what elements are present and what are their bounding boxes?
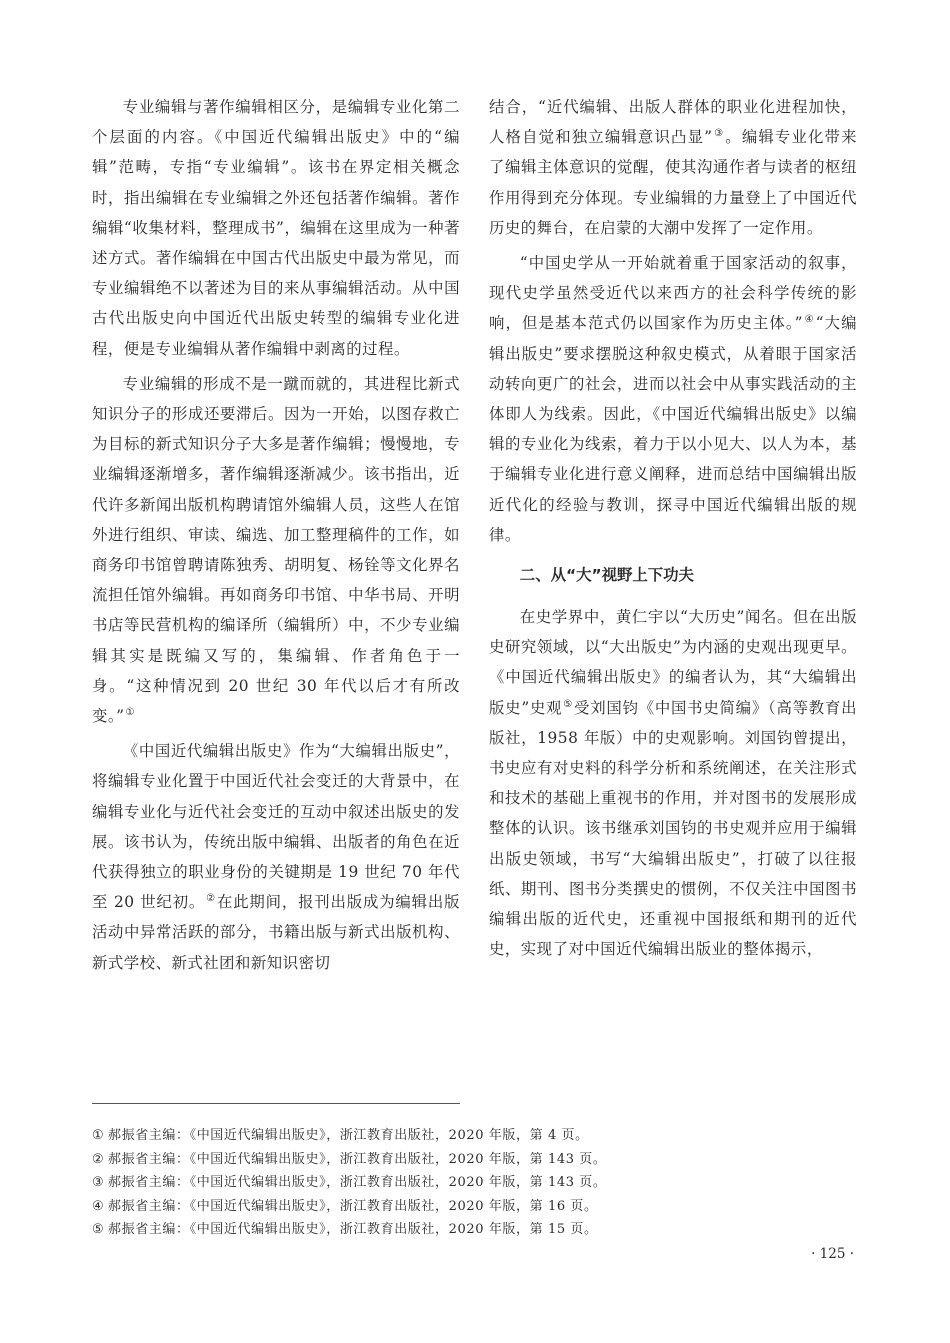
footnote-item xyxy=(92,1195,852,1219)
page-number: · 125 · xyxy=(811,1246,854,1262)
paragraph-text: 。编辑专业化带来了编辑主体意识的觉醒，使其沟通作者与读者的枢纽作用得到充分体现。专业编辑的力量登上了中国近代历史的舞台，在启蒙的大潮中发挥了一定作用。 xyxy=(489,128,857,237)
footnote-mark: ⑤ xyxy=(92,1222,105,1237)
footnote-text: 郝振省主编：《中国近代编辑出版史》，浙江教育出版社，2020 年版，第 143 页。 xyxy=(108,1175,607,1190)
paragraph-text: 在史学界中，黄仁宇以“大历史”闻名。但在出版史研究领域，以“大出版史”为内涵的史观出现更早。《中国近代编辑出版史》的编者认为，其“大编辑出版史”史观 xyxy=(489,608,857,717)
footnote-text: 郝振省主编：《中国近代编辑出版史》，浙江教育出版社，2020 年版，第 15 页。 xyxy=(108,1222,598,1237)
footnote-mark: ① xyxy=(92,1128,105,1143)
footnote-ref-2: ② xyxy=(206,893,216,905)
paragraph-text: “大编辑出版史”要求摆脱这种叙史模式，从着眼于国家活动转向更广的社会，进而以社会中从事实践活动的主体即人为线索。因此，《中国近代编辑出版史》以编辑的专业化为线索，着力于以小见大、以人为本，基于编辑专业化进行意义阐释，进而总结中国编辑出版近代化的经验与教训，探寻中国近代编辑出版的规律。 xyxy=(489,314,858,544)
footnote-divider xyxy=(92,1103,460,1104)
footnote-mark: ④ xyxy=(92,1198,105,1214)
footnote-ref-4: ④ xyxy=(803,314,815,326)
body-paragraph-3 xyxy=(92,736,460,978)
footnote-ref-1: ① xyxy=(125,706,135,718)
paragraph-text: 受刘国钧《中国书史简编》（高等教育出版社，1958 年版）中的史观影响。刘国钧曾提出，书史应有对史料的科学分析和系统阐述，在关注形式和技术的基础上重视书的作用，并对图书的发展形成整体的认识。该书继承刘国钧的书史观并应用于编辑出版史领域，书写“大编辑出版史”，打破了以往报纸、期刊、图书分类撰史的惯例，不仅关注中国图书编辑出版的近代史，还重视中国报纸和期刊的近代史，实现了对中国近代编辑出版业的整体揭示， xyxy=(489,698,857,959)
right-column xyxy=(489,92,857,964)
section-heading: 二、从“大”视野上下功夫 xyxy=(519,566,694,585)
footnote-item xyxy=(92,1148,852,1172)
paragraph-text: 《中国近代编辑出版史》作为“大编辑出版史”，将编辑专业化置于中国近代社会变迁的大背景中，在编辑专业化与近代社会变迁的互动中叙述出版史的发展。该书认为，传统出版中编辑、出版者的角色在近代获得独立的职业身份的关键期是 19 世纪 70 年代至 20 世纪初。 xyxy=(92,742,460,912)
paragraph-text: 专业编辑的形成不是一蹴而就的，其进程比新式知识分子的形成还要滞后。因为一开始，以图存救亡为目标的新式知识分子大多是著作编辑；慢慢地，专业编辑逐渐增多，著作编辑逐渐减少。该书指出，近代许多新闻出版机构聘请馆外编辑人员，这些人在馆外进行组织、审读、编选、加工整理稿件的工作，如商务印书馆曾聘请陈独秀、胡明复、杨铨等文化界名流担任馆外编辑。再如商务印书馆、中华书局、开明书店等民营机构的编译所（编辑所）中，不少专业编辑其实是既编又写的，集编辑、作者角色于一身。“这种情况到 20 世纪 30 年代以后才有所改变。” xyxy=(92,374,460,726)
footnote-item xyxy=(92,1171,852,1195)
body-paragraph-1: 专业编辑与著作编辑相区分，是编辑专业化第二个层面的内容。《中国近代编辑出版史》中的“编辑”范畴，专指“专业编辑”。该书在界定相关概念时，指出编辑在专业编辑之外还包括著作编辑。著作编辑“收集材料，整理成书”，编辑在这里成为一种著述方式。著作编辑在中国古代出版史中最为常见，而专业编辑绝不以著述为目的来从事编辑活动。从中国古代出版史向中国近代出版史转型的编辑专业化进程，便是专业编辑从著作编辑中剥离的过程。 xyxy=(92,98,460,358)
paragraph-text: 在此期间，报刊出版成为编辑出版活动中异常活跃的部分，书籍出版与新式出版机构、新式学校、新式社团和新知识密切 xyxy=(92,893,460,972)
footnote-mark: ③ xyxy=(92,1175,105,1190)
footnote-ref-3: ③ xyxy=(713,128,725,140)
footnote-item xyxy=(92,1124,852,1148)
footnote-item xyxy=(92,1218,852,1242)
body-paragraph-4 xyxy=(489,248,857,550)
body-paragraph-continued xyxy=(489,92,857,243)
body-paragraph-2 xyxy=(92,369,460,731)
footnote-mark: ② xyxy=(92,1151,105,1167)
footnote-text: 郝振省主编：《中国近代编辑出版史》，浙江教育出版社，2020 年版，第 4 页。 xyxy=(108,1128,589,1143)
left-column xyxy=(92,92,460,978)
footnote-text: 郝振省主编：《中国近代编辑出版史》，浙江教育出版社，2020 年版，第 143 页。 xyxy=(108,1151,607,1167)
footnotes xyxy=(92,1124,852,1242)
body-paragraph-5 xyxy=(489,602,857,964)
paragraph-text: 结合，“近代编辑、出版人群体的职业化进程加快，人格自觉和独立编辑意识凸显” xyxy=(489,98,857,147)
paragraph-text: “中国史学从一开始就着重于国家活动的叙事，现代史学虽然受近代以来西方的社会科学传统的影响，但是基本范式仍以国家作为历史主体。” xyxy=(489,254,857,333)
footnote-ref-5: ⑤ xyxy=(563,698,574,710)
footnote-text: 郝振省主编：《中国近代编辑出版史》，浙江教育出版社，2020 年版，第 16 页。 xyxy=(108,1198,598,1214)
